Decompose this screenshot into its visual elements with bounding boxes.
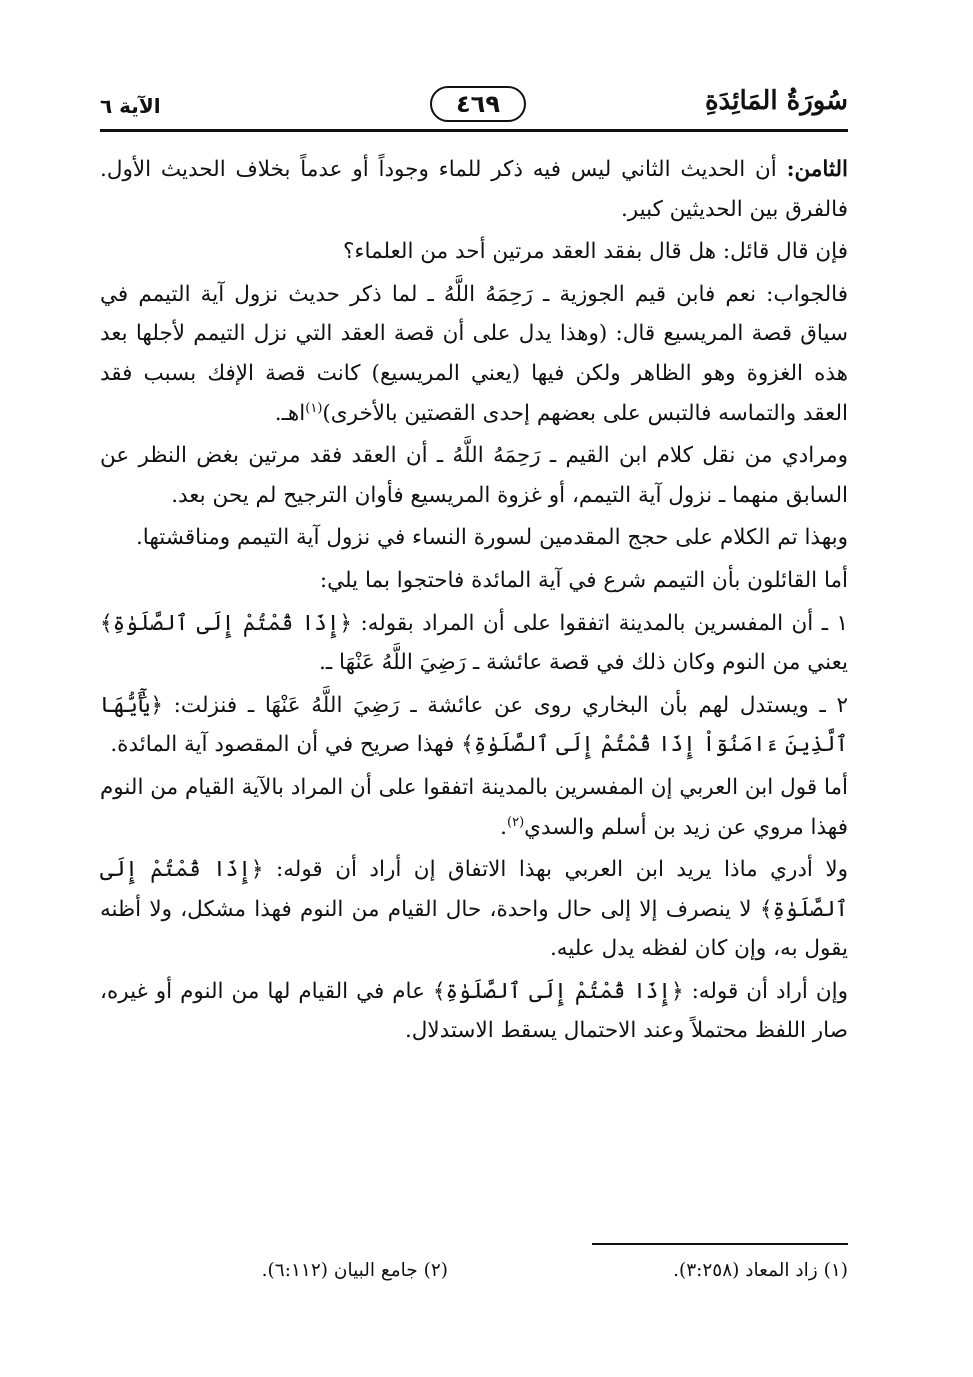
paragraph-11: [100, 972, 848, 1051]
paragraph-text: ١ ـ أن المفسرين بالمدينة اتفقوا على أن المراد بقوله:: [352, 610, 848, 636]
paragraph-text: أما قول ابن العربي إن المفسرين بالمدينة اتفقوا على أن المراد بالآية القيام من النوم فهذا مروي عن زيد بن أسلم والسدي: [100, 774, 848, 840]
paragraph-3: [100, 275, 848, 433]
page-number: ٤٦٩: [430, 86, 526, 122]
paragraph-text: ٢ ـ ويستدل لهم بأن البخاري روى عن عائشة ـ رَضِيَ اللَّهُ عَنْهَا ـ فنزلت:: [163, 692, 848, 718]
footnote-marker-2[interactable]: (٢): [507, 814, 525, 830]
page-header: [100, 80, 848, 130]
footnote-marker-1[interactable]: (١): [305, 400, 323, 416]
quran-quote: ﴿يَٰٓأَيُّهَا ٱلَّذِينَ ءَامَنُوٓاْ إِذَا قُمْتُمْ إِلَى ٱلصَّلَوٰةِ﴾: [100, 692, 848, 758]
surah-title: سُورَةُ المَائِدَةِ: [704, 86, 848, 116]
footnote-1: (١) زاد المعاد (٣:٢٥٨).: [673, 1260, 848, 1281]
paragraph-5: وبهذا تم الكلام على حجج المقدمين لسورة النساء في نزول آية التيمم ومناقشتها.: [135, 525, 848, 551]
paragraph-text: يعني من النوم وكان ذلك في قصة عائشة ـ رَضِيَ اللَّهُ عَنْهَا ـ.: [319, 650, 848, 676]
paragraph-lead: الثامن:: [786, 157, 848, 182]
quran-quote: ﴿إِذَا قُمْتُمْ إِلَى ٱلصَّلَوٰةِ﴾: [100, 857, 848, 922]
main-text: [100, 150, 848, 1054]
paragraph-9: [100, 768, 848, 847]
paragraph-end: اهـ.: [274, 400, 306, 426]
paragraph-text: ولا أدري ماذا يريد ابن العربي بهذا الاتفاق إن أراد أن قوله:: [263, 857, 848, 883]
paragraph-1: [100, 150, 848, 229]
paragraph-4: ومرادي من نقل كلام ابن القيم ـ رَحِمَهُ اللَّهُ ـ أن العقد فقد مرتين بغض النظر عن السابق منهما ـ نزول آية التيمم، أو غزوة المريسيع فأوان الترجيح لم يحن بعد.: [100, 443, 848, 508]
paragraph-7: [100, 604, 848, 683]
verse-label: الآية ٦: [100, 94, 161, 118]
paragraph-text: عام في القيام لها من النوم أو غيره، صار اللفظ محتملاً وعند الاحتمال يسقط الاستدلال.: [100, 978, 848, 1044]
paragraph-2: فإن قال قائل: هل قال بفقد العقد مرتين أحد من العلماء؟: [342, 239, 848, 265]
footnotes: [100, 1260, 848, 1290]
paragraph-6: أما القائلون بأن التيمم شرع في آية المائدة فاحتجوا بما يلي:: [319, 567, 848, 593]
quran-quote: ﴿إِذَا قُمْتُمْ إِلَى ٱلصَّلَوٰةِ﴾: [100, 610, 353, 636]
paragraph-text: فالجواب: نعم فابن قيم الجوزية ـ رَحِمَهُ اللَّهُ ـ لما ذكر حديث نزول آية التيمم في سياق قصة المريسيع قال: (وهذا يدل على أن قصة العقد التي نزل التيمم لأجلها بعد هذه الغزوة وهو الظاهر ولكن فيها (يعني المريسيع) كانت قصة الإفك بسبب فقد العقد والتماسه فالتبس على بعضهم إحدى القصتين بالأخرى): [100, 281, 848, 426]
paragraph-10: [100, 850, 848, 969]
paragraph-end: .: [500, 814, 507, 840]
footnote-2: (٢) جامع البيان (٦:١١٢).: [261, 1260, 448, 1281]
paragraph-text: فهذا صريح في أن المقصود آية المائدة.: [110, 732, 462, 758]
paragraph-text: أن الحديث الثاني ليس فيه ذكر للماء وجوداً أو عدماً بخلاف الحديث الأول. فالفرق بين الحديثين كبير.: [100, 157, 848, 222]
quran-quote: ﴿إِذَا قُمْتُمْ إِلَى ٱلصَّلَوٰةِ﴾: [432, 978, 684, 1004]
paragraph-text: وإن أراد أن قوله:: [683, 978, 849, 1004]
footnote-divider: [592, 1243, 848, 1245]
paragraph-8: [100, 686, 848, 765]
header-divider: [100, 129, 848, 132]
paragraph-text: لا ينصرف إلا إلى حال واحدة، حال القيام من النوم فهذا مشكل، ولا أظنه يقول به، وإن كان لفظه يدل عليه.: [100, 896, 848, 962]
